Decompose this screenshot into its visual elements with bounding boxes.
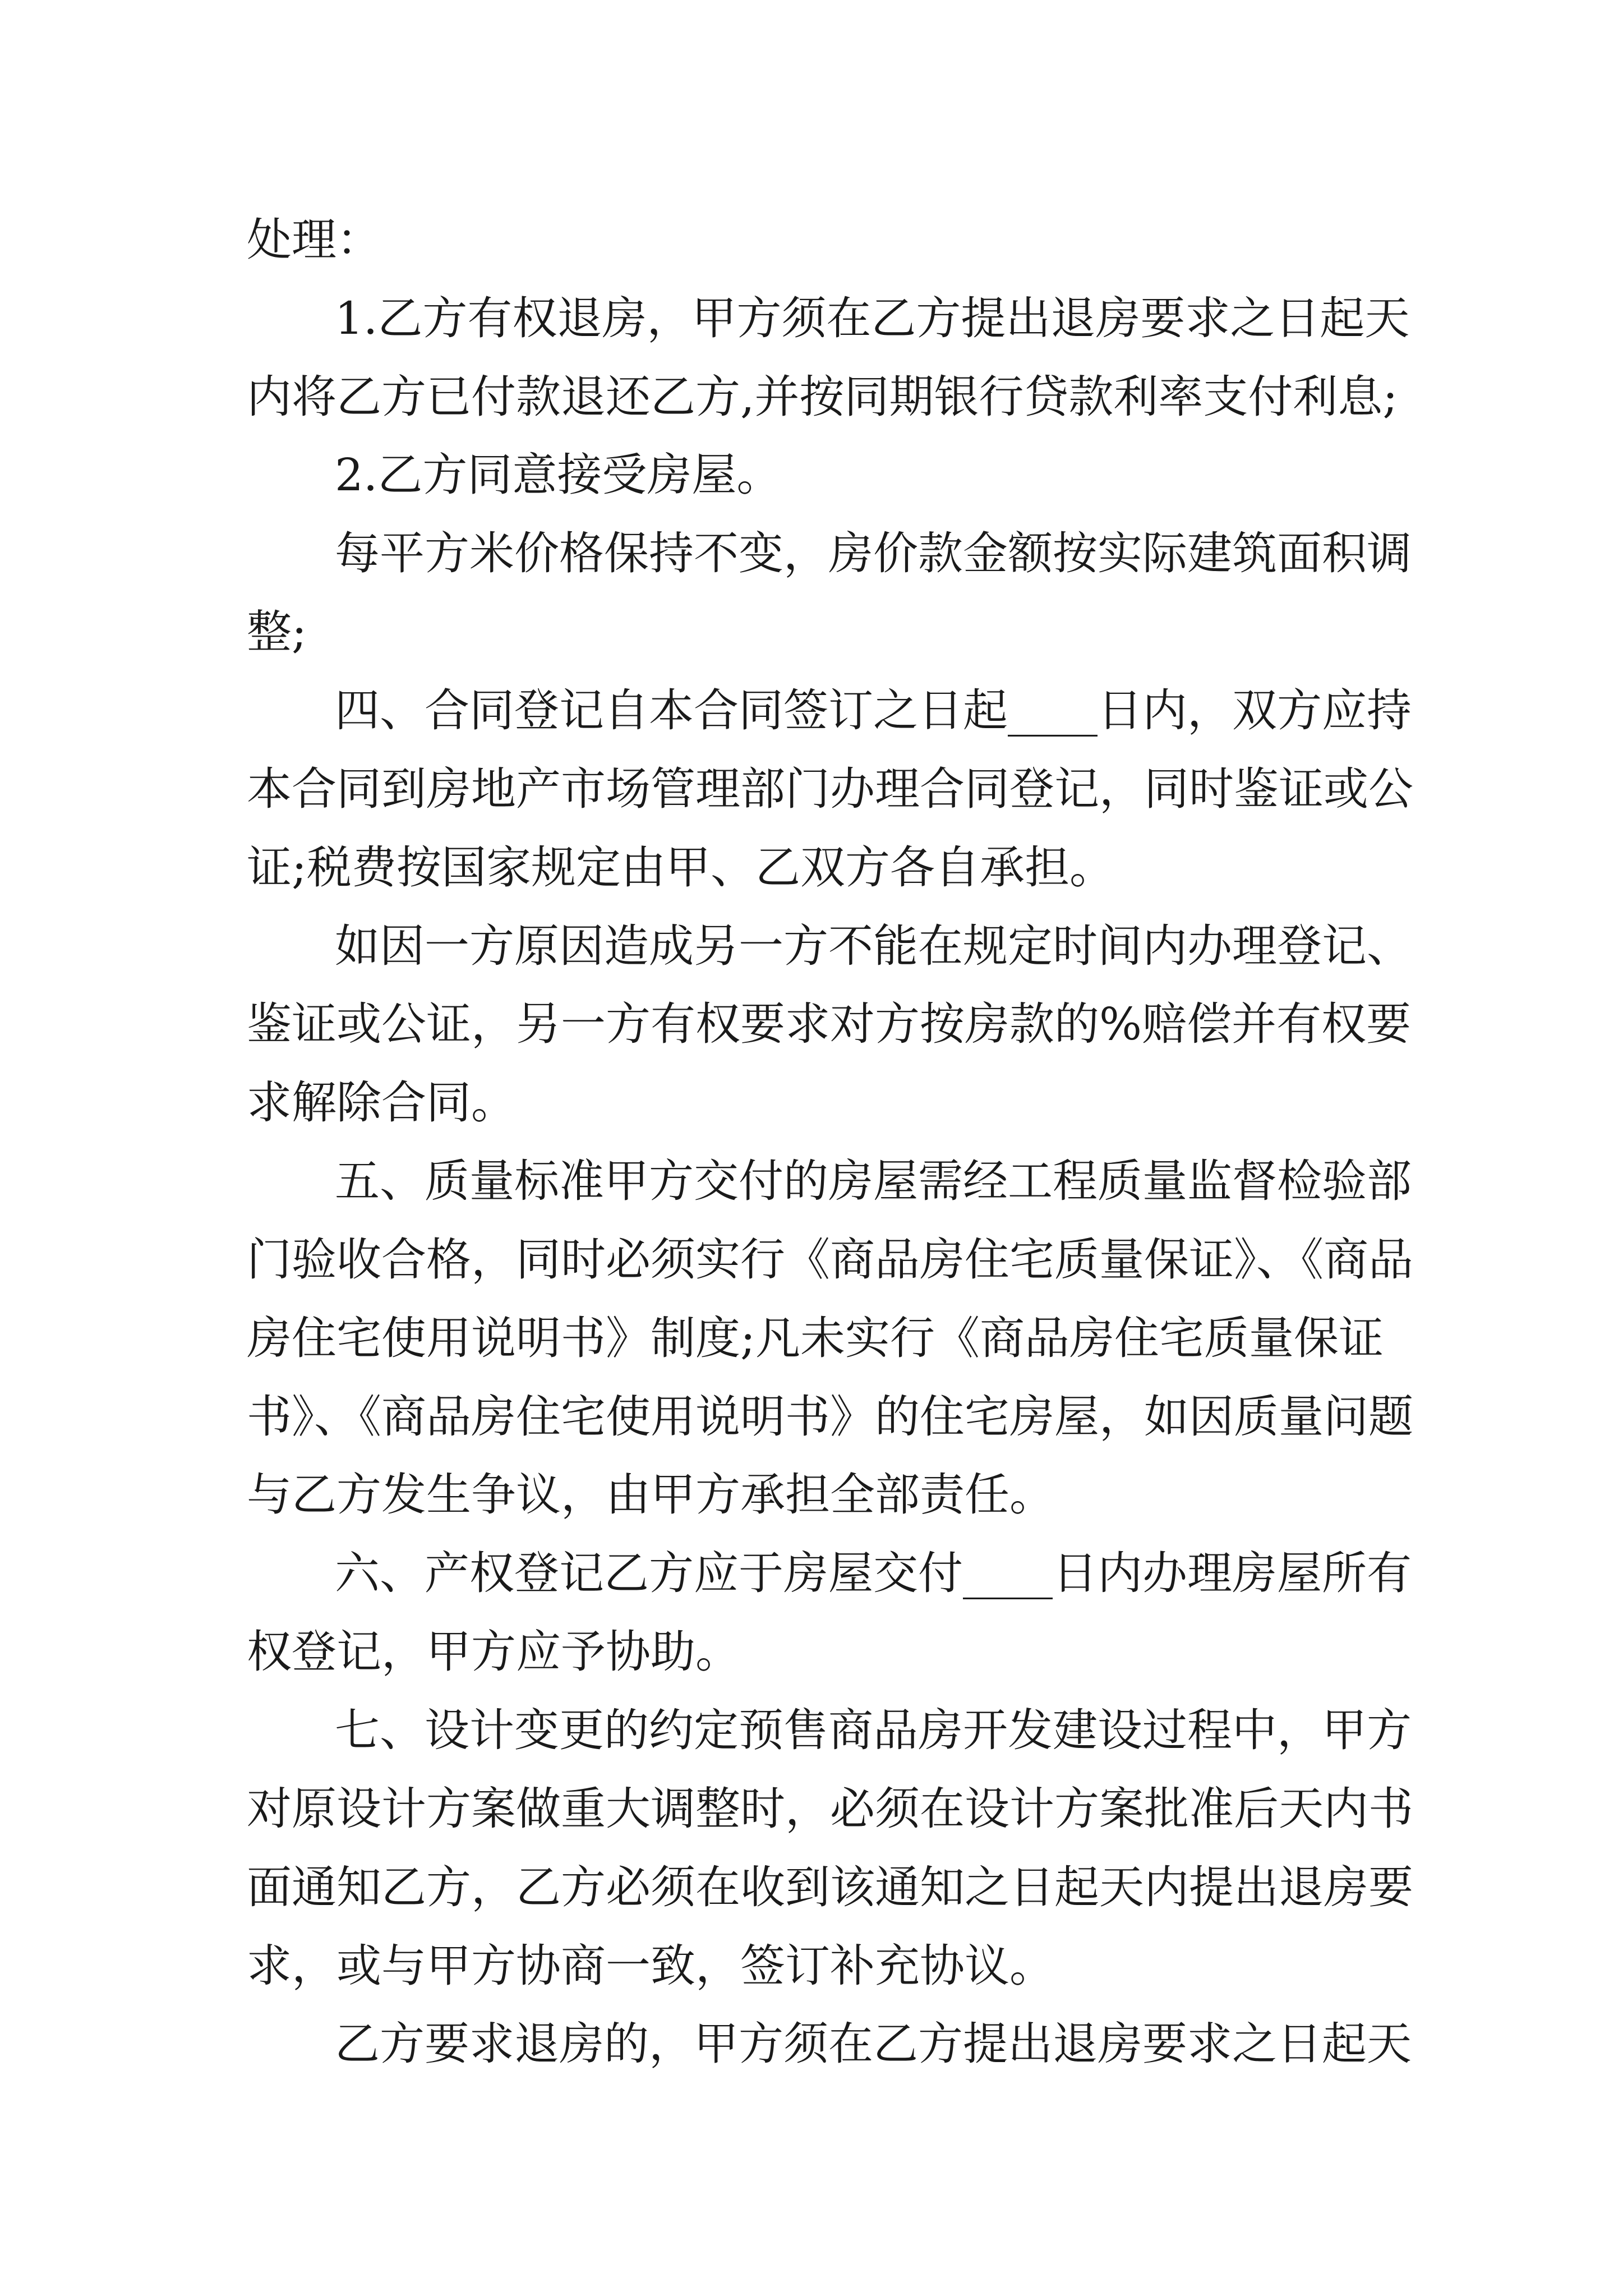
text-line: 权登记，甲方应予协助。 — [247, 1626, 740, 1678]
text-line: 乙方要求退房的，甲方须在乙方提出退房要求之日起天 — [335, 2018, 1412, 2070]
text-line: 求，或与甲方协商一致，签订补充协议。 — [247, 1940, 1054, 1992]
text-line: 六、产权登记乙方应于房屋交付____日内办理房屋所有 — [335, 1547, 1412, 1599]
text-line: 1.乙方有权退房，甲方须在乙方提出退房要求之日起天 — [335, 292, 1410, 344]
text-line: 房住宅使用说明书》制度;凡未实行《商品房住宅质量保证 — [247, 1312, 1384, 1364]
text-line: 本合同到房地产市场管理部门办理合同登记，同时鉴证或公 — [247, 763, 1413, 815]
text-line: 证;税费按国家规定由甲、乙双方各自承担。 — [247, 841, 1114, 894]
text-line: 2.乙方同意接受房屋。 — [335, 449, 782, 501]
text-line: 如因一方原因造成另一方不能在规定时间内办理登记、 — [335, 920, 1412, 972]
text-line: 处理： — [247, 214, 381, 266]
text-line: 鉴证或公证，另一方有权要求对方按房款的%赔偿并有权要 — [247, 998, 1412, 1050]
text-line: 门验收合格，同时必须实行《商品房住宅质量保证》、《商品 — [247, 1234, 1413, 1286]
text-line: 求解除合同。 — [247, 1076, 516, 1129]
text-line: 整; — [247, 606, 307, 658]
text-line: 七、设计变更的约定预售商品房开发建设过程中，甲方 — [335, 1704, 1412, 1756]
text-line: 四、合同登记自本合同签订之日起____日内，双方应持 — [335, 684, 1412, 737]
text-line: 与乙方发生争议，由甲方承担全部责任。 — [247, 1469, 1054, 1521]
text-line: 书》、《商品房住宅使用说明书》的住宅房屋，如因质量问题 — [247, 1391, 1413, 1443]
text-line: 对原设计方案做重大调整时，必须在设计方案批准后天内书 — [247, 1783, 1413, 1835]
text-line: 面通知乙方，乙方必须在收到该通知之日起天内提出退房要 — [247, 1861, 1413, 1913]
text-line: 内将乙方已付款退还乙方,并按同期银行贷款利率支付利息; — [247, 371, 1398, 423]
text-line: 每平方米价格保持不变，房价款金额按实际建筑面积调 — [335, 527, 1412, 579]
text-line: 五、质量标准甲方交付的房屋需经工程质量监督检验部 — [335, 1155, 1412, 1207]
